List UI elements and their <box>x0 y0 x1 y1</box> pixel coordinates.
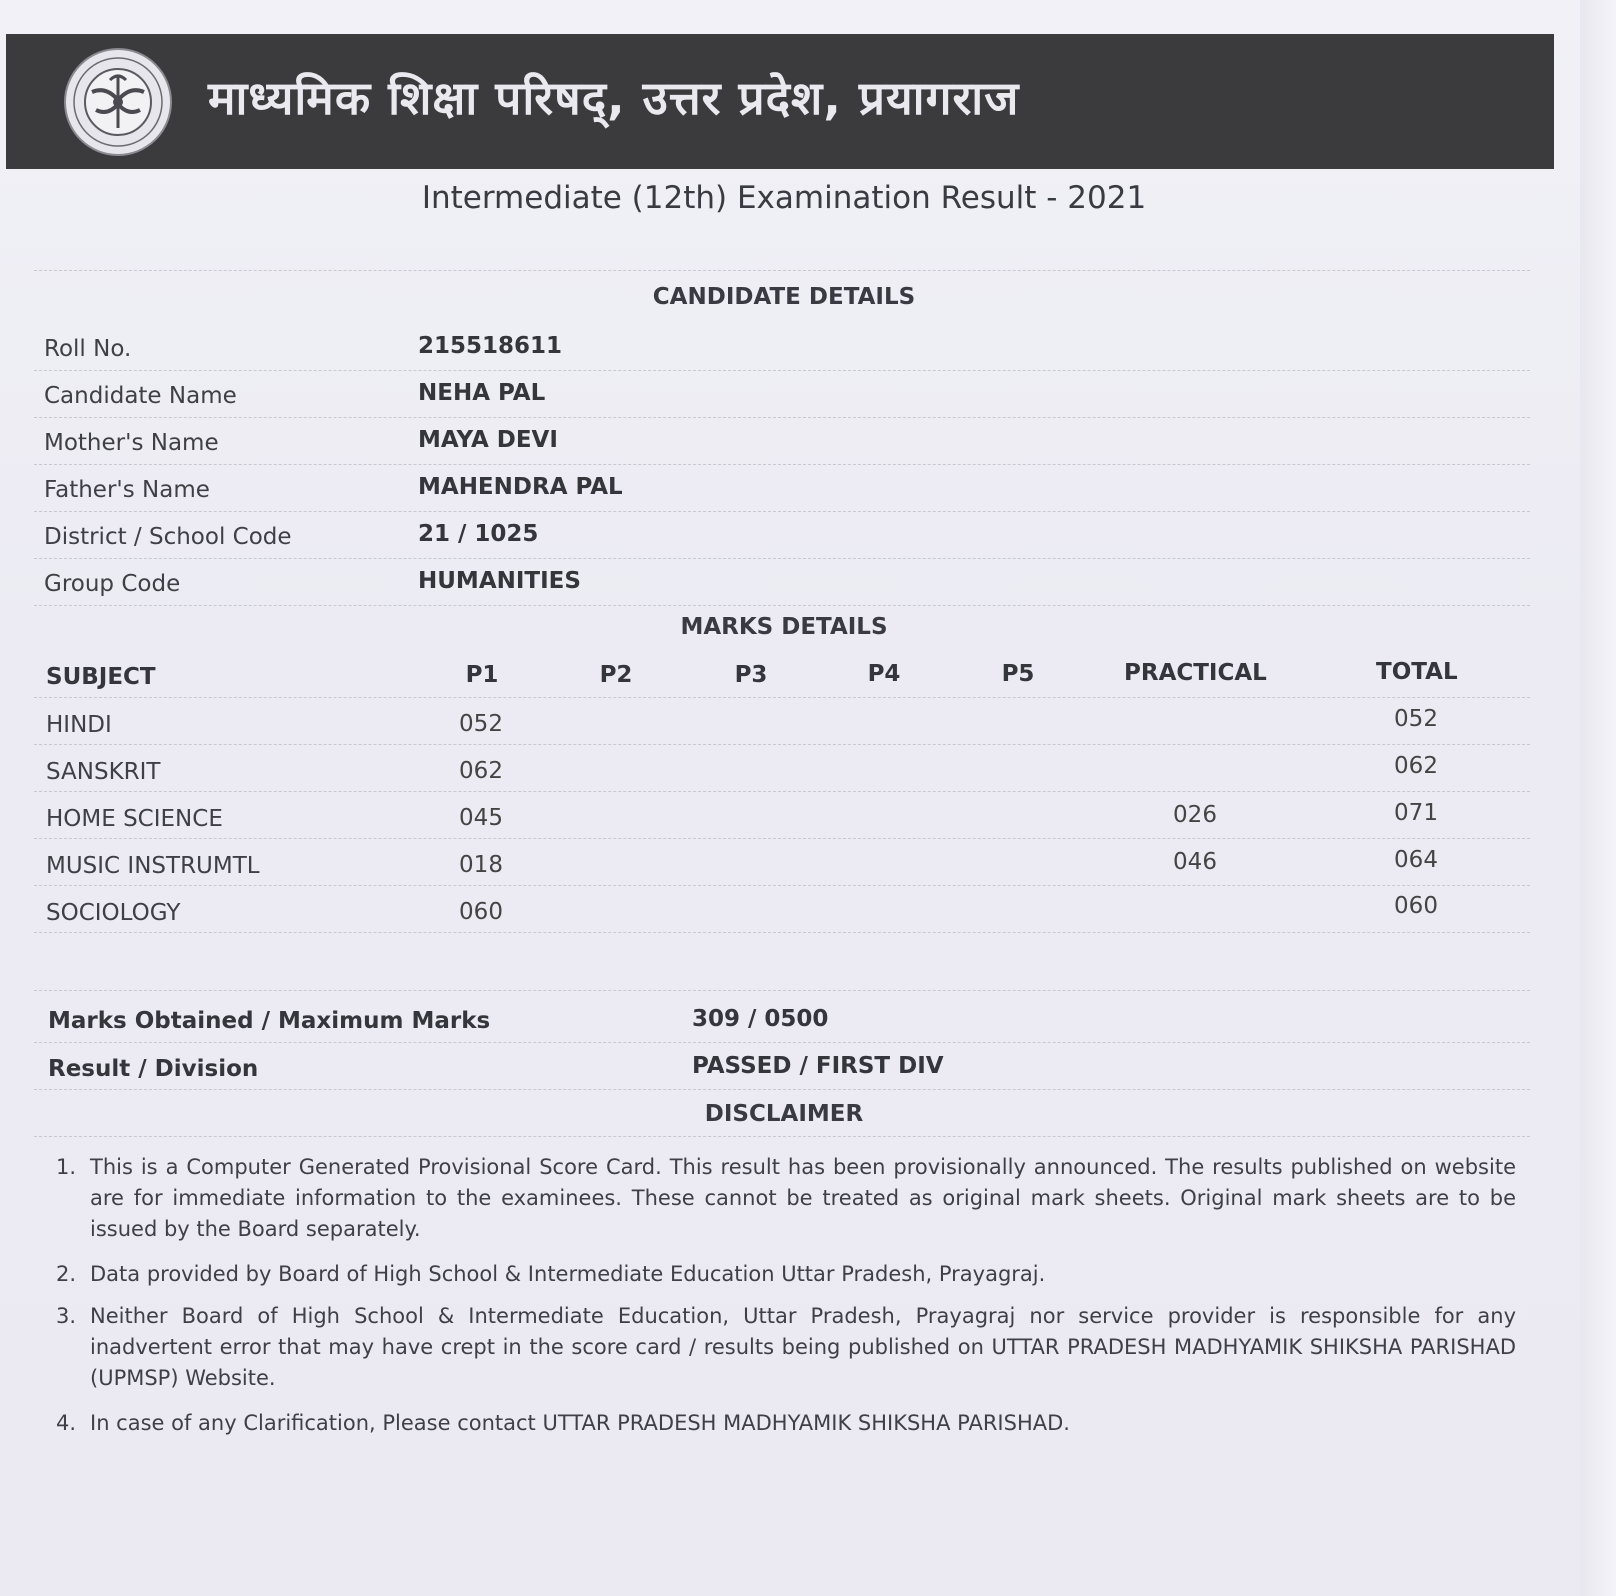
divider <box>34 370 1530 371</box>
table-row-total: 062 <box>1394 753 1438 779</box>
candidate-name-label: Candidate Name <box>44 383 237 409</box>
disclaimer-item <box>56 1152 1516 1245</box>
divider <box>34 885 1530 886</box>
disclaimer-item-text: Neither Board of High School & Intermediate Education, Uttar Pradesh, Prayagraj nor service provider is responsible for any inadvertent error that may have crept in the score card / results being published on UTTAR PRADESH MADHYAMIK SHIKSHA PARISHAD (UPMSP) Website. <box>90 1304 1516 1390</box>
table-row-subject: HINDI <box>46 712 112 738</box>
district-school-code-label: District / School Code <box>44 524 292 550</box>
divider <box>34 417 1530 418</box>
disclaimer-item-text: In case of any Clarification, Please contact UTTAR PRADESH MADHYAMIK SHIKSHA PARISHAD. <box>90 1411 1070 1435</box>
col-p5-header: P5 <box>1001 661 1035 687</box>
candidate-details-heading: CANDIDATE DETAILS <box>652 284 916 310</box>
divider <box>34 697 1530 698</box>
candidate-name-value: NEHA PAL <box>418 380 546 406</box>
group-code-value: HUMANITIES <box>418 568 581 594</box>
divider <box>34 1089 1530 1090</box>
table-row-p1: 060 <box>459 899 503 925</box>
divider <box>34 791 1530 792</box>
col-total-header: TOTAL <box>1376 659 1458 685</box>
table-row-subject: SOCIOLOGY <box>46 900 181 926</box>
fathers-name-value: MAHENDRA PAL <box>418 474 623 500</box>
fathers-name-label: Father's Name <box>44 477 210 503</box>
divider <box>34 464 1530 465</box>
result-division-label: Result / Division <box>48 1056 259 1082</box>
disclaimer-item <box>56 1408 1516 1439</box>
col-practical-header: PRACTICAL <box>1124 660 1267 686</box>
table-row-total: 052 <box>1394 706 1438 732</box>
table-row-practical: 046 <box>1173 849 1217 875</box>
divider <box>34 744 1530 745</box>
col-p4-header: P4 <box>867 661 901 687</box>
disclaimer-item-number: 4. <box>56 1411 77 1435</box>
divider <box>34 558 1530 559</box>
table-row-subject: SANSKRIT <box>46 759 161 785</box>
table-row-subject: MUSIC INSTRUMTL <box>46 853 260 879</box>
marks-obtained-value: 309 / 0500 <box>692 1006 829 1032</box>
roll-no-label: Roll No. <box>44 336 132 362</box>
disclaimer-item-text: This is a Computer Generated Provisional Score Card. This result has been provisionally announced. The results published on website are for immediate information to the examinees. These cannot be treated as original mark sheets. Original mark sheets are to be issued by the Board separately. <box>90 1155 1516 1241</box>
mothers-name-value: MAYA DEVI <box>418 427 558 453</box>
table-row-p1: 045 <box>459 805 503 831</box>
table-row-total: 071 <box>1394 800 1438 826</box>
col-subject-header: SUBJECT <box>46 664 156 690</box>
divider <box>34 1136 1530 1137</box>
table-row-p1: 052 <box>459 711 503 737</box>
roll-no-value: 215518611 <box>418 333 563 359</box>
divider <box>34 270 1530 271</box>
board-name-title: माध्यमिक शिक्षा परिषद्, उत्तर प्रदेश, प्रयागराज <box>208 71 1020 125</box>
disclaimer-item-number: 3. <box>56 1304 77 1328</box>
divider <box>34 1042 1530 1043</box>
table-row-subject: HOME SCIENCE <box>46 806 223 832</box>
table-row-p1: 018 <box>459 852 503 878</box>
col-p1-header: P1 <box>465 662 499 688</box>
table-row-total: 060 <box>1394 893 1438 919</box>
disclaimer-item-number: 1. <box>56 1155 77 1179</box>
disclaimer-item <box>56 1259 1516 1290</box>
disclaimer-item-number: 2. <box>56 1262 77 1286</box>
divider <box>34 990 1530 991</box>
divider <box>34 838 1530 839</box>
exam-title: Intermediate (12th) Examination Result - 2021 <box>421 180 1147 216</box>
table-row-p1: 062 <box>459 758 503 784</box>
disclaimer-heading: DISCLAIMER <box>704 1101 864 1127</box>
divider <box>34 511 1530 512</box>
col-p2-header: P2 <box>599 662 633 688</box>
divider <box>34 932 1530 933</box>
mothers-name-label: Mother's Name <box>44 430 219 456</box>
table-row-total: 064 <box>1394 847 1438 873</box>
marks-details-heading: MARKS DETAILS <box>680 614 888 640</box>
result-division-value: PASSED / FIRST DIV <box>692 1053 944 1079</box>
group-code-label: Group Code <box>44 571 181 597</box>
district-school-code-value: 21 / 1025 <box>418 521 539 547</box>
col-p3-header: P3 <box>734 662 768 688</box>
marks-obtained-label: Marks Obtained / Maximum Marks <box>48 1008 491 1034</box>
table-row-practical: 026 <box>1173 802 1217 828</box>
disclaimer-item-text: Data provided by Board of High School & Intermediate Education Uttar Pradesh, Prayagraj. <box>90 1262 1046 1286</box>
divider <box>34 605 1530 606</box>
paper-edge <box>1580 0 1616 1596</box>
up-government-seal-icon <box>62 46 174 158</box>
disclaimer-item <box>56 1301 1516 1394</box>
